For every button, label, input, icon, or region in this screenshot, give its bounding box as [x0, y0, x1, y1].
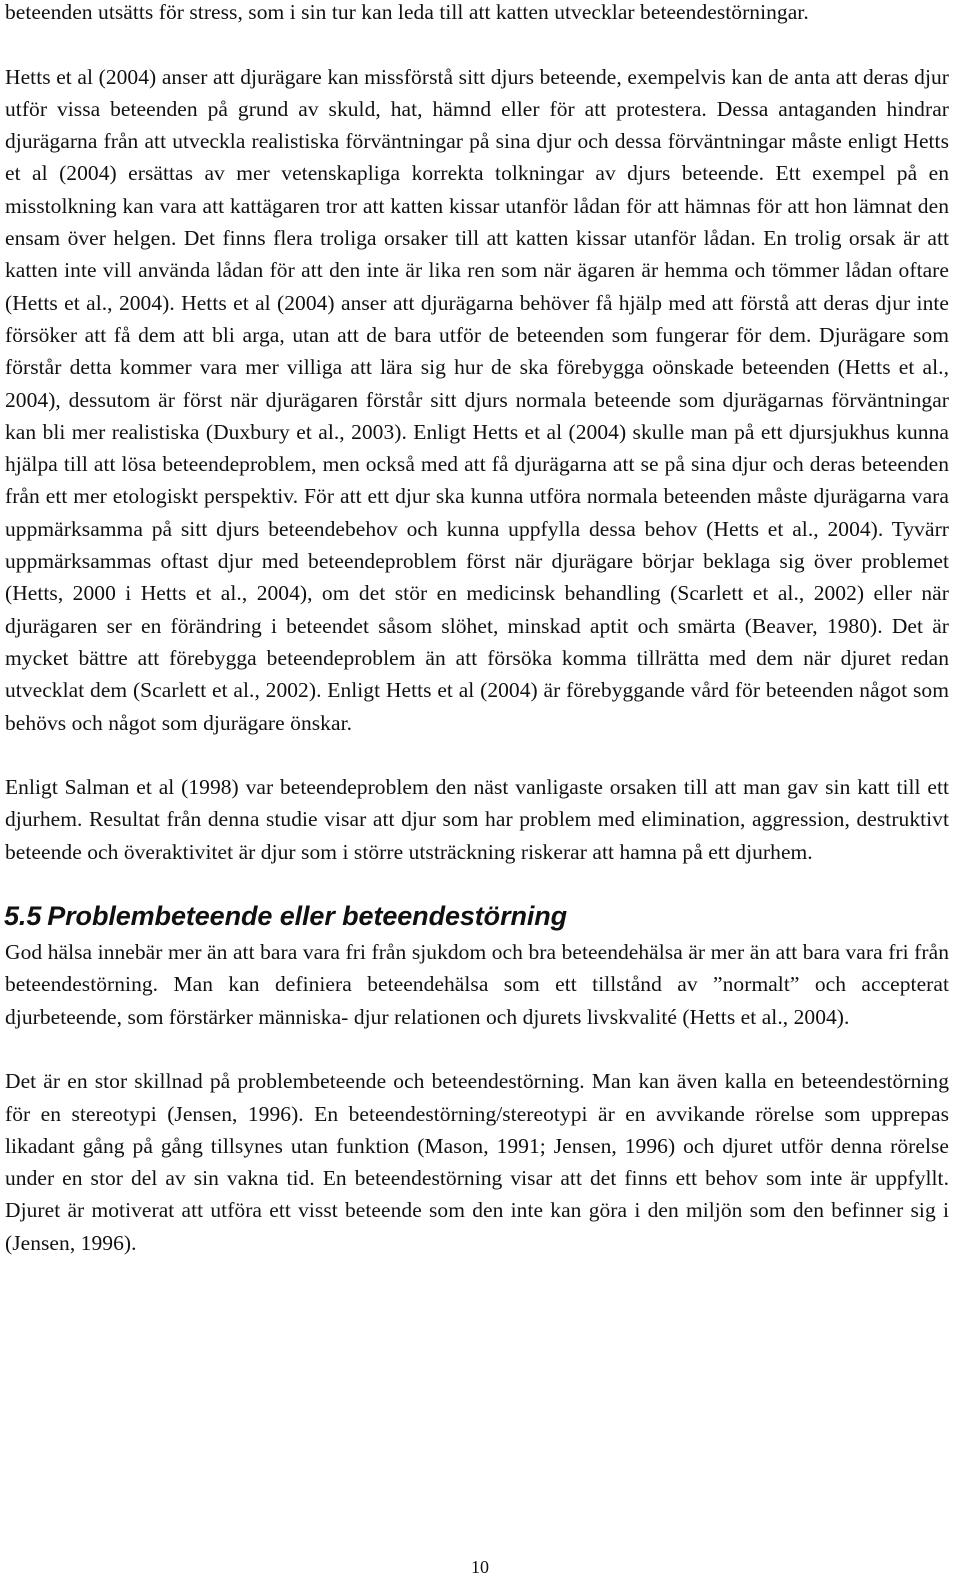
- document-page: [5, 0, 949, 1259]
- paragraph-hetts: Hetts et al (2004) anser att djurägare kan missförstå sitt djurs beteende, exempelvis kan de anta att deras djur utför vissa beteenden på grund av skuld, hat, hämnd eller för att protestera. Dessa antaganden hindrar djurägarna från att utveckla realistiska förväntningar på sina djur och dessa förväntningar måste enligt Hetts et al (2004) ersättas av mer vetenskapliga korrekta tolkningar av djurs beteende. Ett exempel på en misstolkning kan vara att kattägaren tror att katten kissar utanför lådan för att hämnas för att hon lämnat den ensam över helgen. Det finns flera troliga orsaker till att katten kissar utanför lådan. En trolig orsak är att katten inte vill använda lådan för att den inte är lika ren som när ägaren är hemma och tömmer lådan oftare (Hetts et al., 2004). Hetts et al (2004) anser att djurägarna behöver få hjälp med att förstå att deras djur inte försöker att få dem att bli arga, utan att de bara utför de beteenden som fungerar för dem. Djurägare som förstår detta kommer vara mer villiga att lära sig hur de ska förebygga oönskade beteenden (Hetts et al., 2004), dessutom är först när djurägaren förstår sitt djurs normala beteende som djurägarnas förväntningar kan bli mer realistiska (Duxbury et al., 2003). Enligt Hetts et al (2004) skulle man på ett djursjukhus kunna hjälpa till att lösa beteendeproblem, men också med att få djurägarna att se på sina djur och deras beteenden från ett mer etologiskt perspektiv. För att ett djur ska kunna utföra normala beteenden måste djurägarna vara uppmärksamma på sitt djurs beteendebehov och kunna uppfylla dessa behov (Hetts et al., 2004). Tyvärr uppmärksammas oftast djur med beteendeproblem först när djurägare börjar beklaga sig över problemet (Hetts, 2000 i Hetts et al., 2004), om det stör en medicinsk behandling (Scarlett et al., 2002) eller när djurägaren ser en förändring i beteendet såsom slöhet, minskad aptit och smärta (Beaver, 1980). Det är mycket bättre att förebygga beteendeproblem än att försöka komma tillrätta med dem när djuret redan utvecklat dem (Scarlett et al., 2002). Enligt Hetts et al (2004) är förebyggande vård för beteenden något som behövs och något som djurägare önskar.: [5, 64, 949, 735]
- paragraph-continuation: beteenden utsätts för stress, som i sin tur kan leda till att katten utvecklar beteendestörningar.: [5, 0, 809, 24]
- paragraph-salman: Enligt Salman et al (1998) var beteendeproblem den näst vanligaste orsaken till att man gav sin katt till ett djurhem. Resultat från denna studie visar att djur som har problem med elimination, aggression, destruktivt beteende och överaktivitet är djur som i större utsträckning riskerar att hamna på ett djurhem.: [5, 775, 949, 864]
- section-number: 5.5: [4, 901, 42, 932]
- paragraph-gap: [5, 1033, 949, 1065]
- paragraph-gap: [5, 739, 949, 771]
- section-heading: [4, 896, 949, 936]
- paragraph-halsa: God hälsa innebär mer än att bara vara fri från sjukdom och bra beteendehälsa är mer än att bara vara fri från beteendestörning. Man kan definiera beteendehälsa som ett tillstånd av ”normalt” och accepterat djurbeteende, som förstärker människa- djur relationen och djurets livskvalité (Hetts et al., 2004).: [5, 940, 949, 1029]
- section-title: Problembeteende eller beteendestörning: [47, 901, 568, 932]
- paragraph-skillnad: Det är en stor skillnad på problembeteende och beteendestörning. Man kan även kalla en beteendestörning för en stereotypi (Jensen, 1996). En beteendestörning/stereotypi är en avvikande rörelse som upprepas likadant gång på gång tillsynes utan funktion (Mason, 1991; Jensen, 1996) och djuret utför denna rörelse under en stor del av sin vakna tid. En beteendestörning visar att det finns ett behov som inte är uppfyllt. Djuret är motiverat att utföra ett visst beteende som den inte kan göra i den miljön som den befinner sig i (Jensen, 1996).: [5, 1069, 949, 1255]
- page-number: 10: [471, 1557, 489, 1577]
- paragraph-gap: [5, 28, 949, 60]
